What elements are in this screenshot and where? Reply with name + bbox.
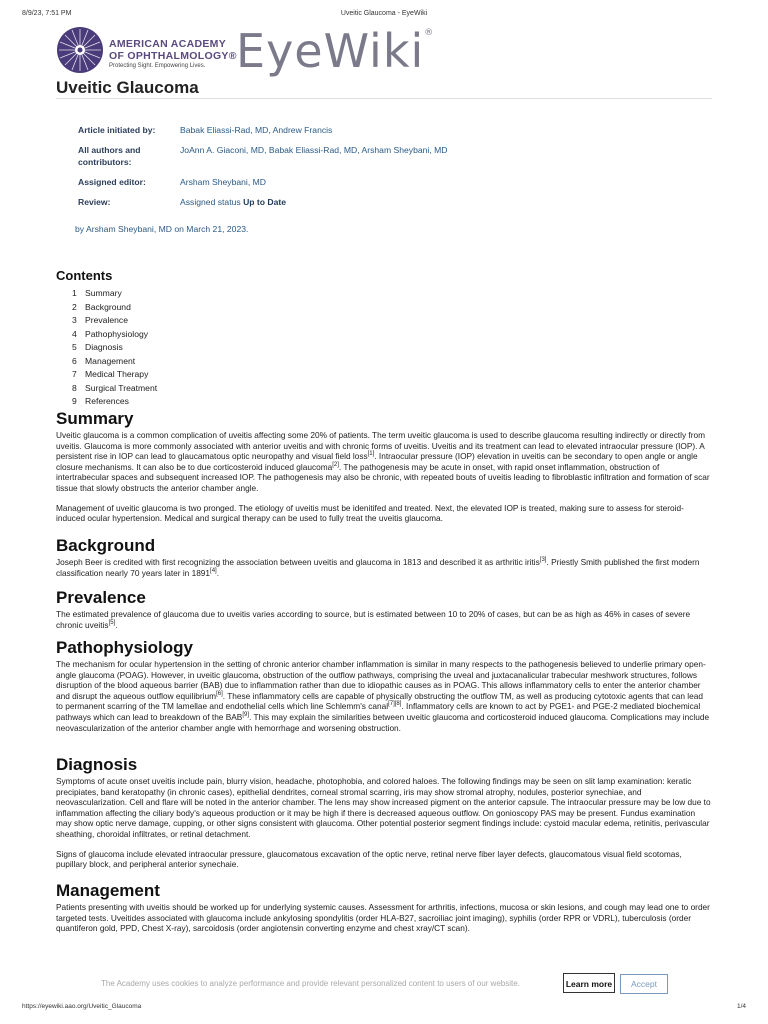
aao-logo-icon[interactable] [56, 26, 104, 74]
toc-item-medical-therapy[interactable] [72, 368, 157, 382]
toc-item-diagnosis[interactable] [72, 341, 157, 355]
paragraph: Management of uveitic glaucoma is two pronged. The etiology of uveitis must be idenitifed and treated. Next, the elevated IOP is treated, making sure to assess for steroid-induced ocular hypertension. Medical and surgical therapy can be used to fully treat the uveitis glaucoma. [56, 502, 684, 524]
paragraph [56, 609, 712, 630]
masthead [56, 26, 716, 82]
paragraph-text: . Inflammatory cells are known to act by PGE1- and PGE-2 mediated biochemical pathways which can lead to breakdown of the BAB [56, 701, 701, 722]
toc-num: 3 [72, 315, 77, 325]
paragraph: Symptoms of acute onset uveitis include pain, blurry vision, headache, photophobia, and colored haloes. The following findings may be seen on slit lamp examination: keratic precipiates, band keratopathy (in chronic cases), epithelial dendrites, corneal stromal scarring, iris may show stromal atrophy, nodules, posterior synechiae, and neovascularization. Cell and flare will be noted in the anterior chamber. The lens may show increased pigment on the anterior capsule. The intraocular pressure may be low due to inflammation affecting the ciliary body's aqueous production or it may be high if there is decreased aqueous outflow. On gonioscopy PAS may be present. Fundus examination may show optic nerve damage, cupping, or other signs consistent with glaucoma. Other potential posterior segment findings include: cystoid macular edema, retinitis, perivascular sheathing, choroidal infiltrates, or retinal detachment. [56, 776, 711, 839]
print-url: https://eyewiki.aao.org/Uveitic_Glaucoma [22, 1003, 142, 1010]
paragraph: Patients presenting with uveitis should be worked up for underlying systemic causes. Assessment for arthritis, infections, mucosa or skin lesions, and cough may lead one to order targeted tests. Uveitides associated with glaucoma include ankylosing spondylitis (order HLA-B27, sacroiliac joint imaging), syphilis (order RPR or VDRL), tuberculosis (order quantiferon gold, PPD, Chest X-ray), sarcoidosis (order angiotensin converting enzyme and chest xray/CT scan). [56, 902, 710, 934]
eyewiki-logo[interactable] [236, 24, 434, 78]
meta-label: Article initiated by: [78, 125, 156, 135]
review-status[interactable] [180, 196, 286, 208]
toc-num: 7 [72, 369, 77, 379]
title-divider [56, 98, 712, 99]
toc-item-management[interactable] [72, 355, 157, 369]
review-status-prefix: Assigned status [180, 197, 244, 207]
page-title: Uveitic Glaucoma [56, 78, 199, 97]
paragraph: Signs of glaucoma include elevated intraocular pressure, glaucomatous excavation of the optic nerve, retinal nerve fiber layer defects, glaucomatous visual field scotomas, pupillary block, and peripheral anterior synechaie. [56, 848, 682, 870]
citation-link[interactable]: [2] [332, 462, 339, 469]
registered-mark: ® [424, 28, 435, 38]
toc-num: 9 [72, 396, 77, 406]
paragraph [56, 659, 712, 733]
toc-item-prevalence[interactable] [72, 314, 157, 328]
section-background [56, 537, 712, 587]
paragraph-text: . Intraocular pressure (IOP) elevation in uveitis can be secondary to open angle or angle closure mechanisms. It can also be to due corticosteroid induced glaucoma [56, 451, 698, 472]
accept-cookies-button[interactable]: Accept [620, 974, 668, 994]
toc-label: Background [85, 301, 131, 312]
section-pathophysiology [56, 639, 712, 742]
toc-item-references[interactable] [72, 395, 157, 409]
paragraph-text: . [216, 567, 220, 578]
article-meta [78, 124, 698, 216]
review-status-value: Up to Date [243, 197, 287, 207]
paragraph-text: Uveitic glaucoma is a common complication of uveitis affecting some 20% of patients. The term uveitic glaucoma is used to describe glaucoma resulting indirectly or directly from uveitis. Glaucoma is more commonly associated with anterior uveitis and with chronic forms of uveitis. Uveitis and its treatment can lead to elevated intraocular pressure (IOP). A persistent rise in IOP can lead to glaucamatous optic neuropathy and visual field loss [56, 430, 705, 462]
paragraph [56, 430, 712, 494]
paragraph-text: The mechanism for ocular hypertension in the setting of chronic anterior chamber inflammation is similar in many respects to the pathogenesis believed to underlie primary open-angle glaucoma (POAG). However, in uveitic glaucoma, obstruction of the outflow pathways, comprising the uveal and juxtacanalicular trabecular meshwork structures, follows disruption of the blood aqueous barrier (BAB) due to inflammation rather than due to idiopathic causes as in POAG. This allows inflammatory cells to enter the anterior chamber and disrupt the aqueous outflow equilibrium [56, 659, 706, 701]
section-heading: Management [56, 881, 160, 900]
citation-link[interactable]: [8] [394, 701, 402, 708]
citation-link[interactable]: [5] [108, 619, 116, 626]
toc-num: 4 [72, 328, 77, 339]
paragraph [56, 557, 712, 578]
toc-num: 5 [72, 342, 77, 352]
meta-row-review [78, 196, 698, 208]
toc-label: Summary [85, 288, 122, 298]
toc-label: Prevalence [85, 315, 128, 325]
meta-label: Review: [78, 197, 111, 207]
org-name-line2: OF OPHTHALMOLOGY® [109, 50, 237, 62]
print-title: Uveitic Glaucoma - EyeWiki [340, 10, 428, 17]
citation-link[interactable]: [9] [242, 712, 250, 719]
print-page-number: 1/4 [736, 1003, 746, 1010]
citation-link[interactable]: [3] [539, 557, 547, 564]
learn-more-button[interactable]: Learn more [563, 973, 615, 993]
citation-link[interactable]: [7] [388, 701, 395, 708]
citation-link[interactable]: [1] [367, 451, 375, 458]
meta-value-link[interactable]: Arsham Sheybani, MD [180, 177, 266, 187]
org-tagline: Protecting Sight. Empowering Lives. [109, 63, 206, 69]
toc-label: Surgical Treatment [85, 382, 158, 393]
citation-link[interactable]: [4] [210, 567, 217, 574]
meta-label: Assigned editor: [78, 177, 146, 187]
paragraph-text: . These inflammatory cells are capable of physically obstructing the outflow TM, as well as producing cytotoxic agents that can lead to permanent scarring of the TM lamellae and endothelial cells which line Schlemm's canal [56, 690, 703, 712]
paragraph-text: . This may explain the similarities between uveitic glaucoma and corticosteroid induced glaucoma. Complications may include neovascularization of the anterior chamber angle with hemorrhage and worsening obstruction. [56, 711, 710, 733]
toc-item-summary[interactable] [72, 287, 157, 301]
meta-row-editor [78, 176, 698, 188]
citation-link[interactable]: [6] [216, 691, 223, 698]
toc-label: References [85, 396, 129, 406]
print-header [22, 10, 746, 20]
toc-item-background[interactable] [72, 301, 157, 315]
section-summary [56, 410, 712, 533]
paragraph-text: . Priestly Smith published the first modern classification nearly 70 years later in 1891 [56, 557, 700, 578]
toc-item-pathophysiology[interactable] [72, 328, 157, 342]
meta-value-link[interactable]: JoAnn A. Giaconi, MD, Babak Eliassi-Rad, MD, Arsham Sheybani, MD [180, 145, 448, 155]
section-heading: Prevalence [56, 588, 146, 607]
contents-list [56, 287, 157, 409]
paragraph-text: The estimated prevalence of glaucoma due to uveitis varies according to source, but is estimated between 10 to 20% of cases, but can be as high as 46% in cases of severe chronic uveitis [56, 609, 691, 630]
print-date: 8/9/23, 7:51 PM [22, 10, 72, 17]
toc-label: Management [85, 355, 136, 366]
toc-num: 8 [72, 382, 77, 393]
byline[interactable]: by Arsham Sheybani, MD on March 21, 2023. [75, 224, 249, 234]
toc-num: 1 [72, 288, 77, 298]
section-heading: Background [56, 536, 156, 555]
toc-label: Diagnosis [85, 342, 123, 352]
paragraph-text: Joseph Beer is credited with first recognizing the association between uveitis and glaucoma in 1813 and described it as arthritic iritis [56, 557, 540, 567]
toc-num: 6 [72, 355, 77, 366]
cookie-consent-bar [0, 973, 768, 995]
toc-label: Medical Therapy [85, 369, 149, 379]
site-name: EyeWiki [236, 24, 425, 78]
meta-row-initiated [78, 124, 698, 136]
section-heading: Summary [56, 409, 134, 428]
contents-heading: Contents [56, 268, 113, 283]
toc-num: 2 [72, 301, 77, 312]
toc-item-surgical-treatment[interactable] [72, 382, 157, 396]
meta-label: All authors and contributors: [78, 145, 141, 167]
cookie-notice-text: The Academy uses cookies to analyze performance and provide relevant personalized content to users of our website. [101, 979, 520, 988]
section-prevalence [56, 589, 712, 639]
meta-value-link[interactable]: Babak Eliassi-Rad, MD, Andrew Francis [180, 125, 333, 135]
toc-label: Pathophysiology [85, 328, 149, 339]
meta-row-authors [78, 144, 698, 168]
table-of-contents [56, 268, 157, 409]
section-heading: Diagnosis [56, 755, 138, 774]
org-name-line1: AMERICAN ACADEMY [109, 38, 226, 50]
section-diagnosis [56, 756, 712, 879]
paragraph-text: . The pathogenesis may be acute in onset, with rapid onset inflammation, obstruction of intertrabecular spaces and subsequent increased IOP. The pathogenesis may also be chronic, with repeated bouts of uveitis leading to fibroblastic infiltration and formation of scar tissue that slowly obstructs the anterior chamber angle. [56, 461, 710, 493]
section-management [56, 882, 712, 943]
section-heading: Pathophysiology [56, 638, 193, 657]
paragraph-text: . [115, 619, 118, 630]
